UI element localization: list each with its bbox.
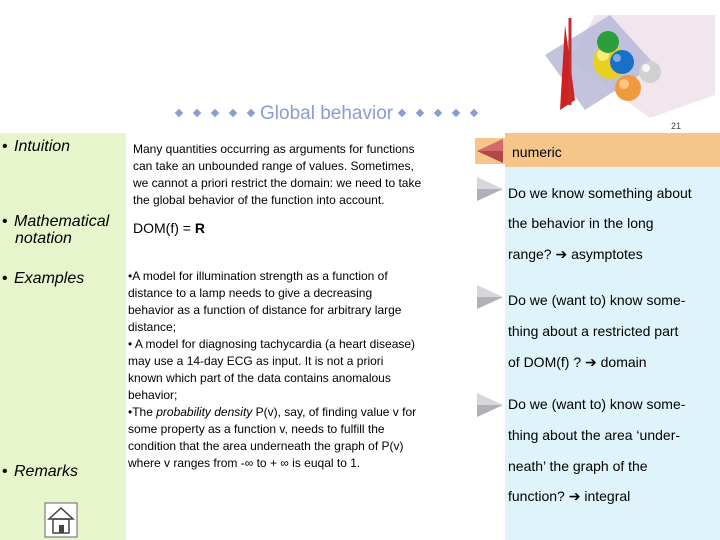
diamond-icon: [470, 109, 478, 117]
play-arrow-icon[interactable]: [475, 284, 505, 310]
q1-line-1: Do we know something about: [508, 185, 692, 201]
page-number: 21: [671, 121, 682, 131]
diamond-icon: [175, 109, 183, 117]
diamond-icon: [452, 109, 460, 117]
q3-line-2: thing about the area ‘under-: [508, 427, 681, 443]
right-arrow-icon: ➔: [585, 354, 597, 370]
spheres-logo-icon: [540, 10, 720, 120]
q1-line-2: the behavior in the long: [508, 215, 654, 231]
play-arrow-icon[interactable]: [475, 176, 505, 202]
left-item-examples: • Examples: [2, 270, 85, 287]
diamond-icon: [434, 109, 442, 117]
home-icon[interactable]: [44, 502, 78, 538]
diamond-icon: [193, 109, 201, 117]
left-item-mathematical-notation: • Mathematical notation: [2, 213, 110, 247]
q3-line-3: neath’ the graph of the: [508, 458, 648, 474]
right-arrow-icon: ➔: [568, 488, 581, 504]
right-arrow-icon: ➔: [555, 246, 568, 262]
left-column: [0, 133, 126, 540]
diamond-icon: [211, 109, 219, 117]
q3-line-1: Do we (want to) know some-: [508, 396, 686, 412]
q3-line-4: function? ➔ integral: [508, 488, 631, 504]
examples-block: •A model for illumination strength as a function of distance to a lamp needs to give a decreasing behavior as a function of distance for arbitrary large distance; • A model for diagnosing tachycardia (a heart disease) may use a 14-day ECG as input. It is not a priori known which part of the data contains anomalous behavior; •The probability density P(v), say, of finding value v for some property as a function v, needs to fulfill the condition that the area underneath the graph of P(v) where v ranges from -∞ to + ∞ is euqal to 1.: [128, 269, 417, 470]
slide-title: [170, 103, 540, 129]
diamond-icon: [398, 109, 406, 117]
q2-line-2: thing about a restricted part: [508, 323, 679, 339]
left-item-remarks: • Remarks: [2, 463, 79, 480]
diamond-icon: [247, 109, 255, 117]
q1-line-3: range? ➔ asymptotes: [508, 246, 643, 262]
back-arrow-icon[interactable]: [475, 138, 505, 164]
diamond-icon: [229, 109, 237, 117]
play-arrow-icon[interactable]: [475, 392, 505, 418]
example-3-first-line: •The probability density P(v), say, of finding value v for: [128, 405, 417, 419]
q2-line-1: Do we (want to) know some-: [508, 292, 686, 308]
q2-line-3: of DOM(f) ? ➔ domain: [508, 354, 647, 370]
numeric-label: numeric: [512, 144, 562, 160]
notation-formula: DOM(f) = R: [133, 220, 205, 236]
title-text: Global behavior: [260, 103, 394, 124]
left-item-intuition: • Intuition: [2, 138, 71, 155]
diamond-icon: [416, 109, 424, 117]
intuition-paragraph: Many quantities occurring as arguments for functions can take an unbounded range of values. Sometimes, we cannot a priori restrict the domain: we need to take the global behavior of the function into account.: [133, 142, 422, 207]
